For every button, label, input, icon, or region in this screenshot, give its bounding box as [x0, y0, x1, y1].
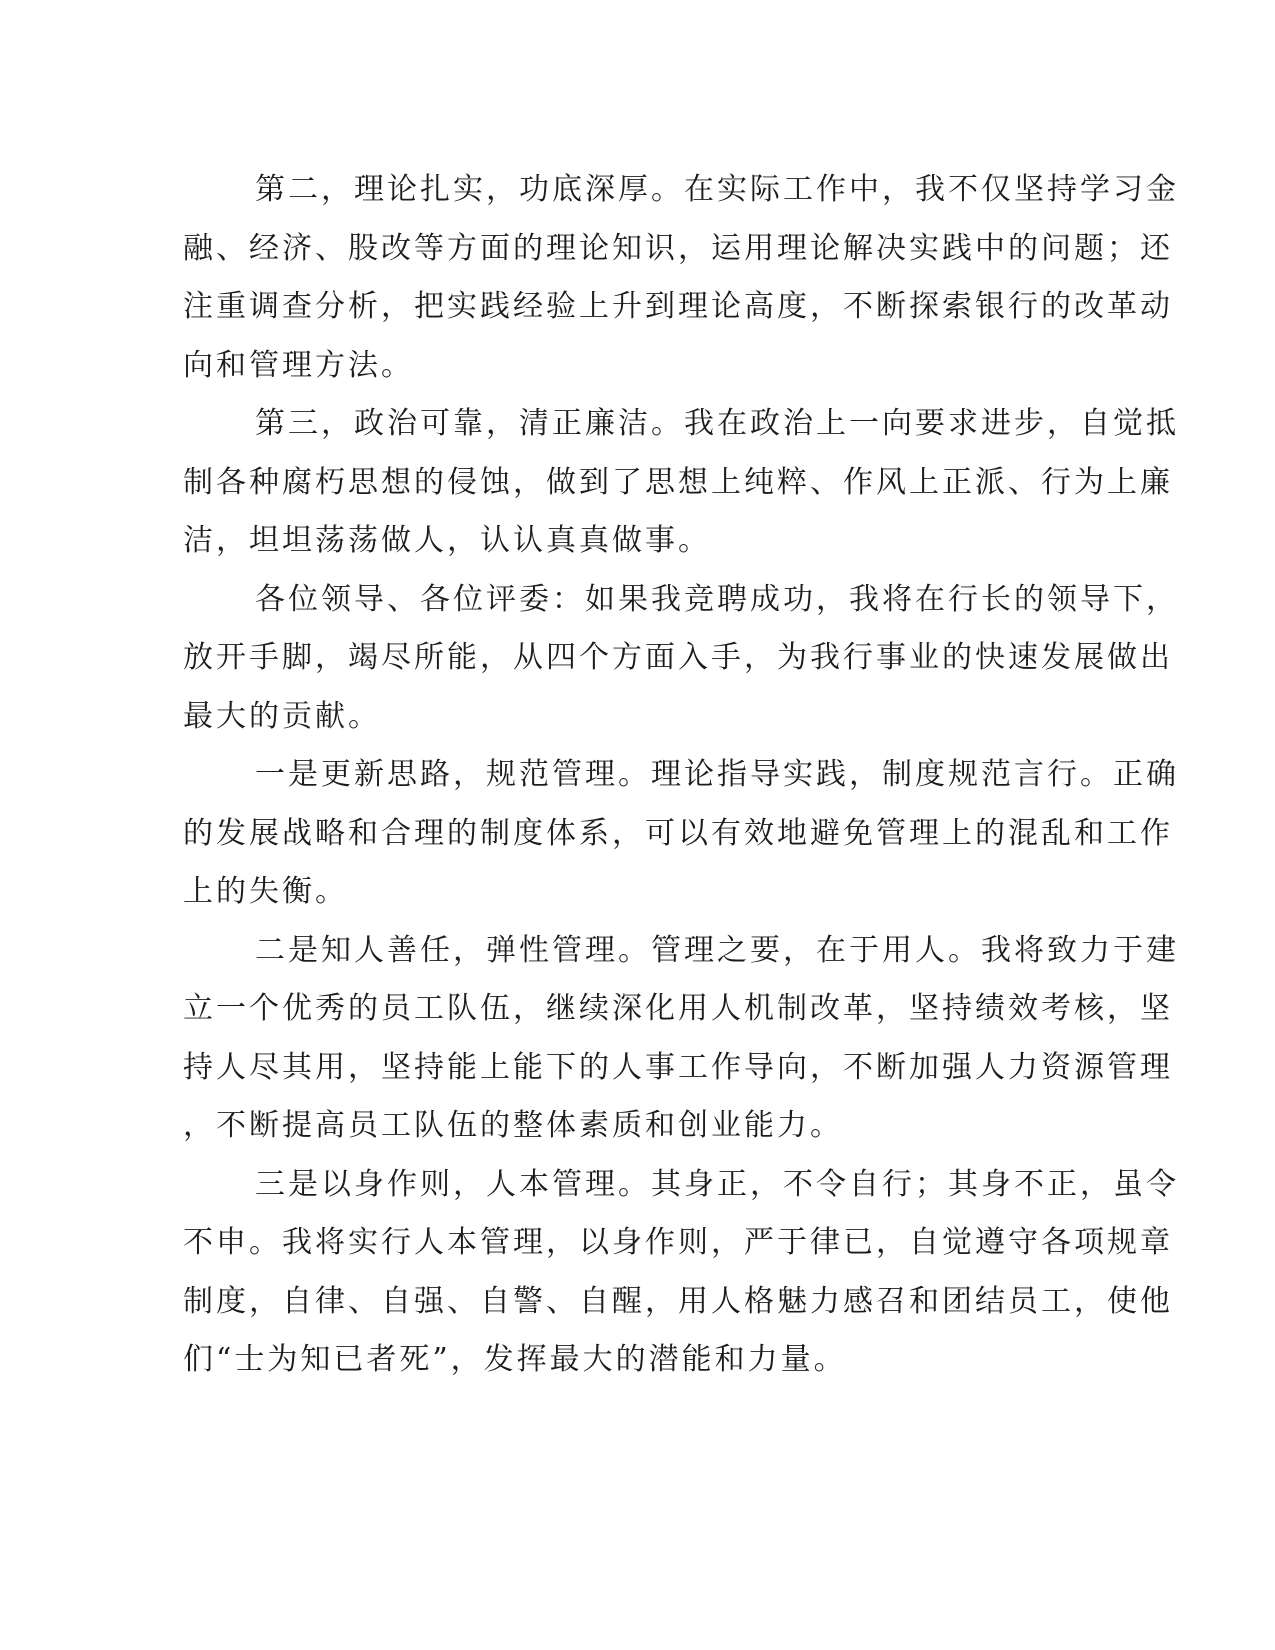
paragraph-point-three — [183, 1156, 1179, 1390]
text-line: 第二，理论扎实，功底深厚。在实际工作中，我不仅坚持学习金 — [255, 172, 1179, 207]
text-line: 们“士为知已者死”，发挥最大的潜能和力量。 — [183, 1342, 847, 1377]
text-line: 融、经济、股改等方面的理论知识，运用理论解决实践中的问题；还 — [183, 230, 1173, 266]
text-line: 不申。我将实行人本管理，以身作则，严于律已，自觉遵守各项规章 — [183, 1225, 1173, 1260]
text-line: ，不断提高员工队伍的整体素质和创业能力。 — [183, 1108, 843, 1143]
text-line: 注重调查分析，把实践经验上升到理论高度，不断探索银行的改革动 — [183, 289, 1173, 324]
text-line: 制度，自律、自强、自警、自醒，用人格魅力感召和团结员工，使他 — [183, 1283, 1173, 1319]
text-line: 制各种腐朽思想的侵蚀，做到了思想上纯粹、作风上正派、行为上廉 — [183, 464, 1173, 500]
text-line: 各位领导、各位评委：如果我竞聘成功，我将在行长的领导下， — [255, 581, 1179, 617]
paragraph-theory — [183, 161, 1179, 395]
text-line: 持人尽其用，坚持能上能下的人事工作导向，不断加强人力资源管理 — [183, 1049, 1173, 1085]
paragraph-integrity — [183, 395, 1179, 571]
text-line: 放开手脚，竭尽所能，从四个方面入手，为我行事业的快速发展做出 — [183, 640, 1173, 675]
text-line: 向和管理方法。 — [183, 347, 414, 383]
text-line: 上的失衡。 — [183, 874, 348, 909]
text-line: 二是知人善任，弹性管理。管理之要，在于用人。我将致力于建 — [255, 932, 1179, 968]
paragraph-address — [183, 571, 1179, 747]
paragraph-point-two — [183, 922, 1179, 1156]
paragraph-point-one — [183, 746, 1179, 922]
text-line: 一是更新思路，规范管理。理论指导实践，制度规范言行。正确 — [255, 757, 1179, 792]
text-line: 立一个优秀的员工队伍，继续深化用人机制改革，坚持绩效考核，坚 — [183, 991, 1173, 1026]
text-line: 第三，政治可靠，清正廉洁。我在政治上一向要求进步，自觉抵 — [255, 406, 1179, 441]
text-line: 三是以身作则，人本管理。其身正，不令自行；其身不正，虽令 — [255, 1166, 1179, 1202]
text-line: 的发展战略和合理的制度体系，可以有效地避免管理上的混乱和工作 — [183, 815, 1173, 851]
text-line: 洁，坦坦荡荡做人，认认真真做事。 — [183, 523, 711, 558]
text-line: 最大的贡献。 — [183, 698, 381, 734]
document-body — [183, 161, 1179, 1390]
